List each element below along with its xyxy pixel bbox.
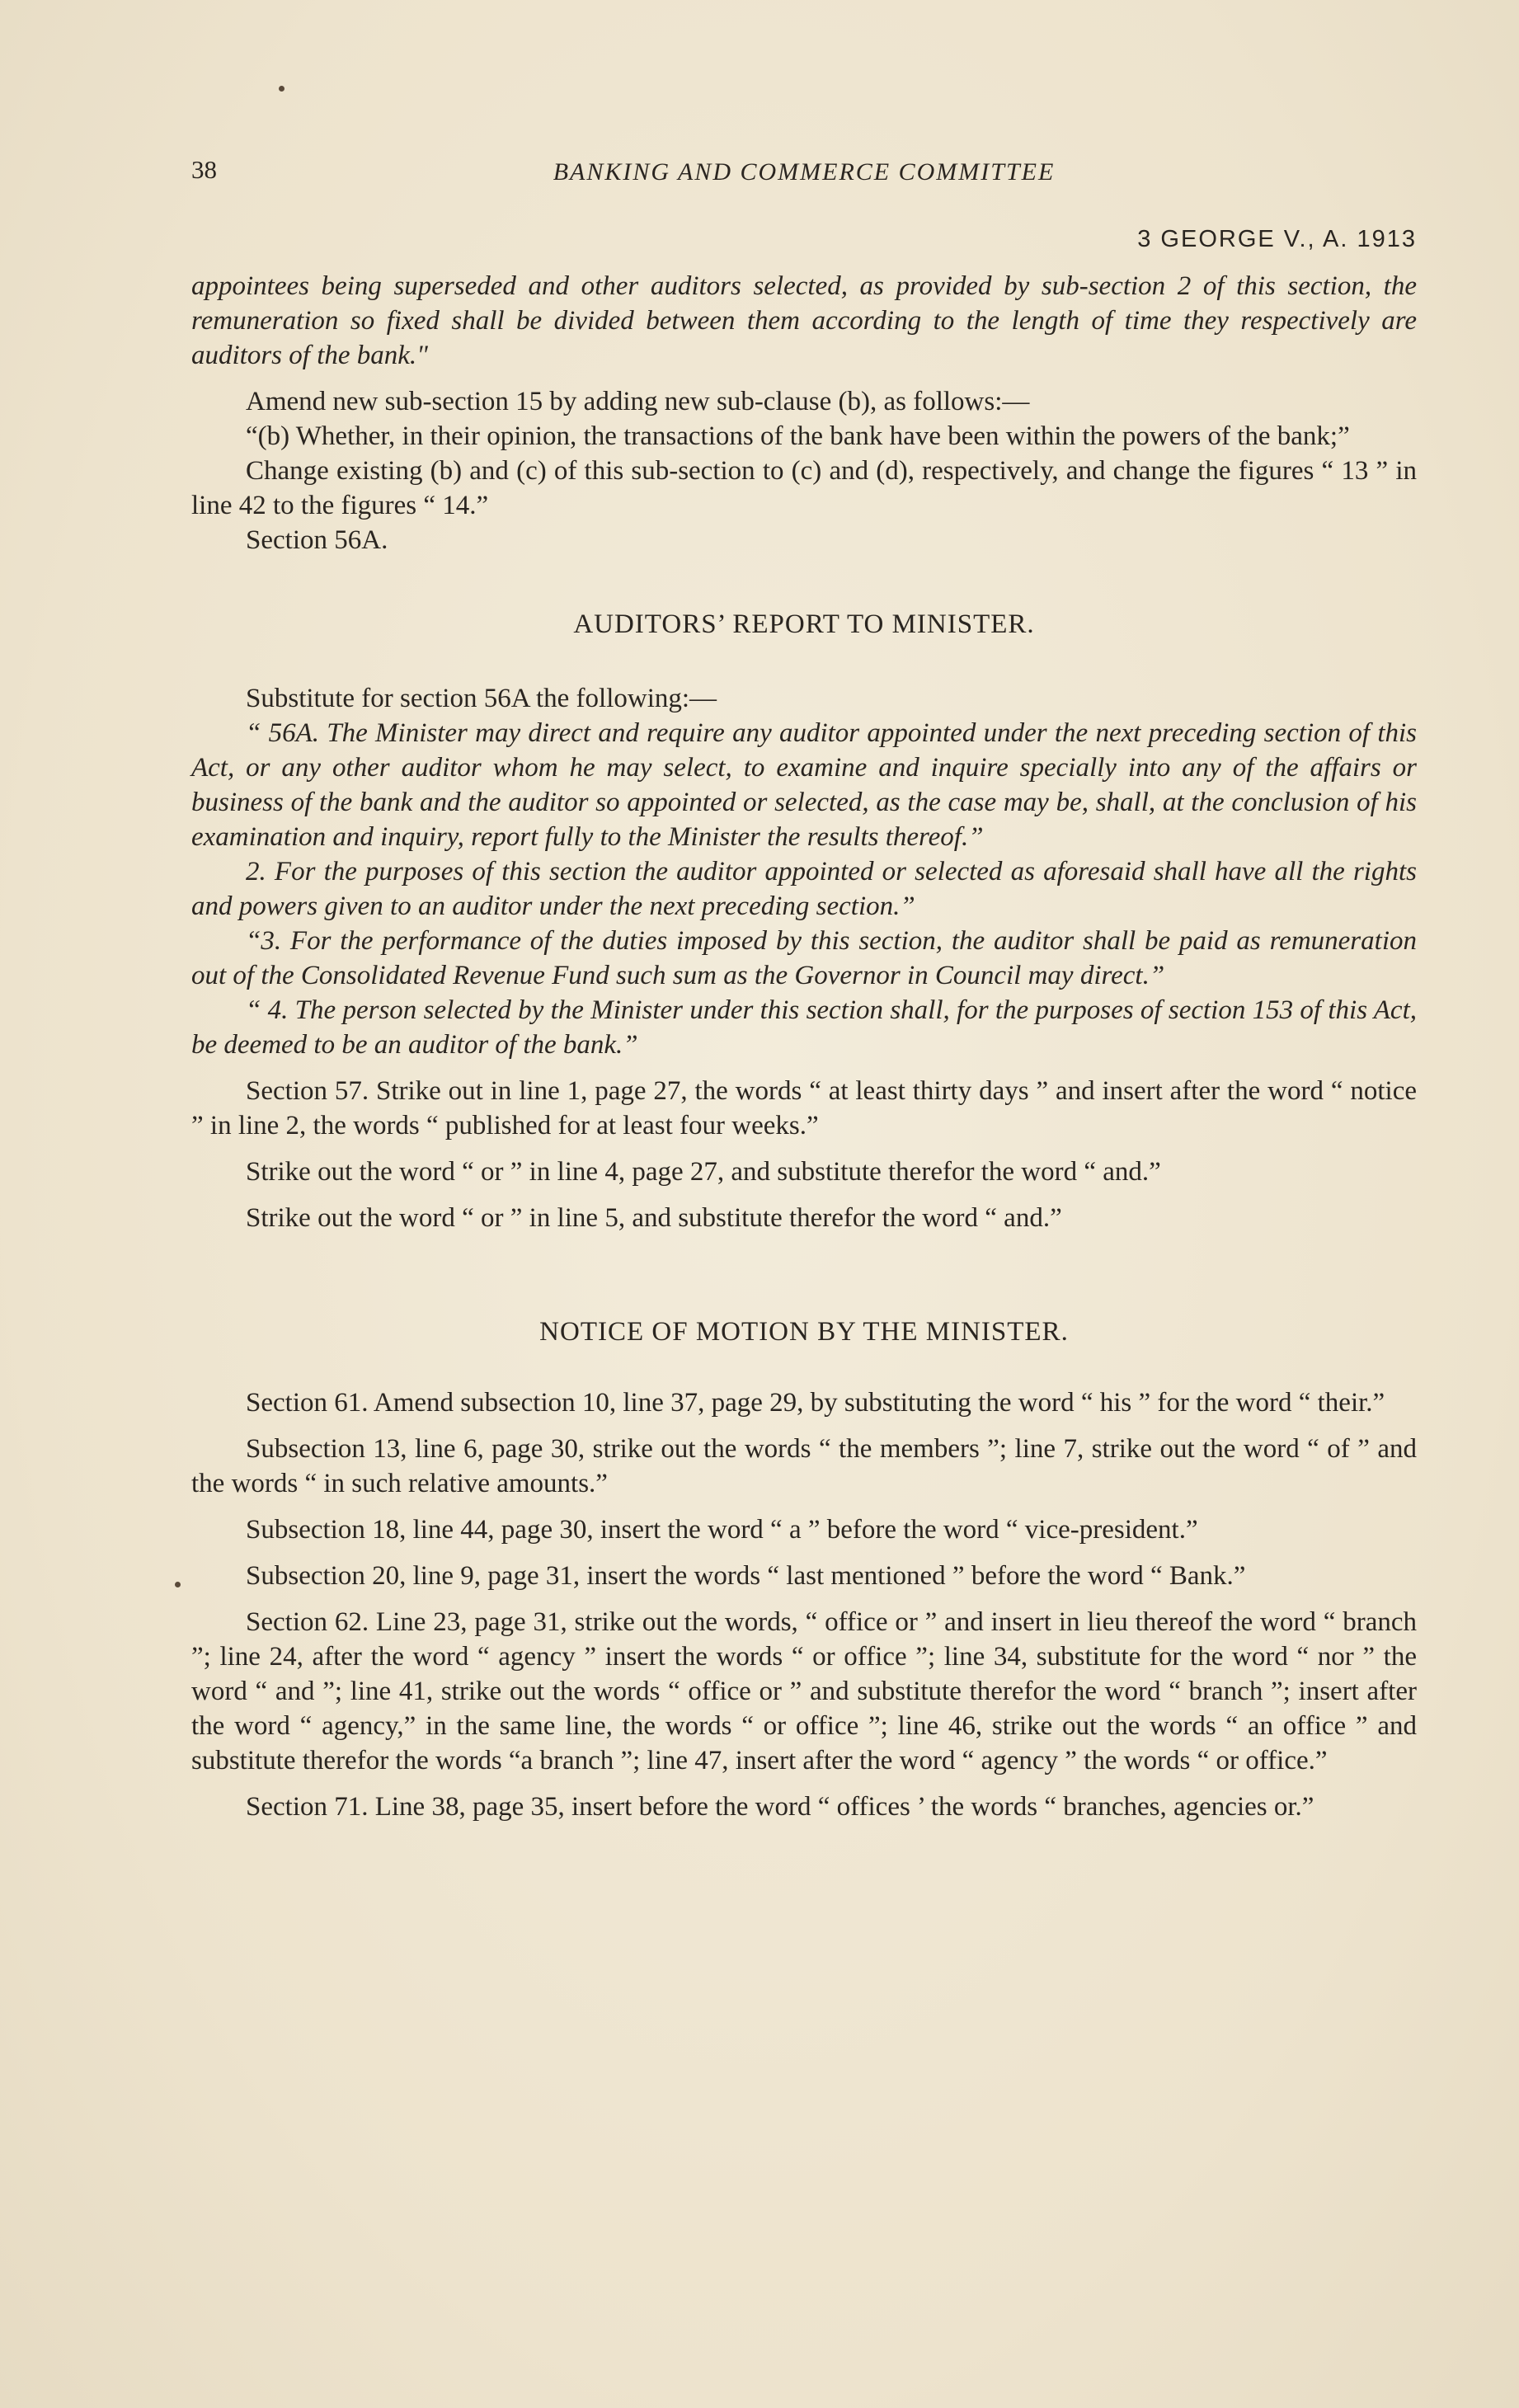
session-label: 3 GEORGE V., A. 1913 — [1137, 226, 1417, 252]
paragraph: appointees being superseded and other auditors selected, as provided by sub-section 2 of this section, the remuneration so fixed shall be divided between them according to the length of time they respectively are auditors of the bank." — [191, 271, 1417, 370]
paragraph: Section 56A. — [246, 525, 388, 555]
section-heading: AUDITORS’ REPORT TO MINISTER. — [573, 609, 1035, 639]
paragraph: Change existing (b) and (c) of this sub-section to (c) and (d), respectively, and change the figures “ 13 ” in line 42 to the figures “ 14.” — [191, 456, 1417, 520]
paragraph: Strike out the word “ or ” in line 4, page 27, and substitute therefor the word “ and.” — [246, 1157, 1161, 1187]
speck-mark — [175, 1582, 181, 1587]
paragraph: 2. For the purposes of this section the auditor appointed or selected as aforesaid shall have all the rights and powers given to an auditor under the next preceding section.” — [191, 857, 1417, 921]
speck-mark — [279, 86, 285, 92]
paragraph: Substitute for section 56A the following:— — [246, 684, 717, 713]
paragraph: Section 61. Amend subsection 10, line 37, page 29, by substituting the word “ his ” for the word “ their.” — [246, 1388, 1385, 1418]
paragraph: Subsection 13, line 6, page 30, strike out the words “ the members ”; line 7, strike out the word “ of ” and the words “ in such relative amounts.” — [191, 1434, 1417, 1498]
section-heading: NOTICE OF MOTION BY THE MINISTER. — [539, 1317, 1069, 1347]
page-header — [191, 155, 1417, 196]
paragraph: “ 56A. The Minister may direct and require any auditor appointed under the next preceding section of this Act, or any other auditor whom he may select, to examine and inquire specially into any of the affairs or business of the bank and the auditor so appointed or selected, as the case may be, shall, at the conclusion of his examination and inquiry, report fully to the Minister the results thereof.” — [191, 718, 1417, 852]
paragraph: “ 4. The person selected by the Minister under this section shall, for the purposes of section 153 of this Act, be deemed to be an auditor of the bank.” — [191, 995, 1417, 1060]
paragraph: Amend new sub-section 15 by adding new sub-clause (b), as follows:— — [246, 387, 1030, 416]
paragraph: Section 57. Strike out in line 1, page 27, the words “ at least thirty days ” and insert after the word “ notice ” in line 2, the words “ published for at least four weeks.” — [191, 1076, 1417, 1141]
document-body — [191, 269, 1417, 1824]
paragraph: Subsection 18, line 44, page 30, insert the word “ a ” before the word “ vice-president.” — [246, 1515, 1198, 1545]
paragraph: Section 71. Line 38, page 35, insert before the word “ offices ’ the words “ branches, agencies or.” — [246, 1792, 1314, 1822]
paragraph: Strike out the word “ or ” in line 5, and substitute therefor the word “ and.” — [246, 1203, 1062, 1233]
paragraph: Section 62. Line 23, page 31, strike out the words, “ office or ” and insert in lieu thereof the word “ branch ”; line 24, after the word “ agency ” insert the words “ or office ”; line 34, substitute for the word “ nor ” the word “ and ”; line 41, strike out the words “ office or ” and substitute therefor the word “ branch ”; insert after the word “ agency,” in the same line, the words “ or office ”; line 46, strike out the words “ an office ” and substitute therefor the words “a branch ”; line 47, insert after the word “ agency ” the words “ or office.” — [191, 1607, 1417, 1775]
page-number: 38 — [191, 155, 217, 184]
running-title: BANKING AND COMMERCE COMMITTEE — [553, 158, 1056, 186]
paragraph: “3. For the performance of the duties imposed by this section, the auditor shall be paid as remuneration out of the Consolidated Revenue Fund such sum as the Governor in Council may direct.” — [191, 926, 1417, 990]
paragraph: “(b) Whether, in their opinion, the transactions of the bank have been within the powers of the bank;” — [246, 421, 1350, 451]
paragraph: Subsection 20, line 9, page 31, insert the words “ last mentioned ” before the word “ Bank.” — [246, 1561, 1246, 1591]
